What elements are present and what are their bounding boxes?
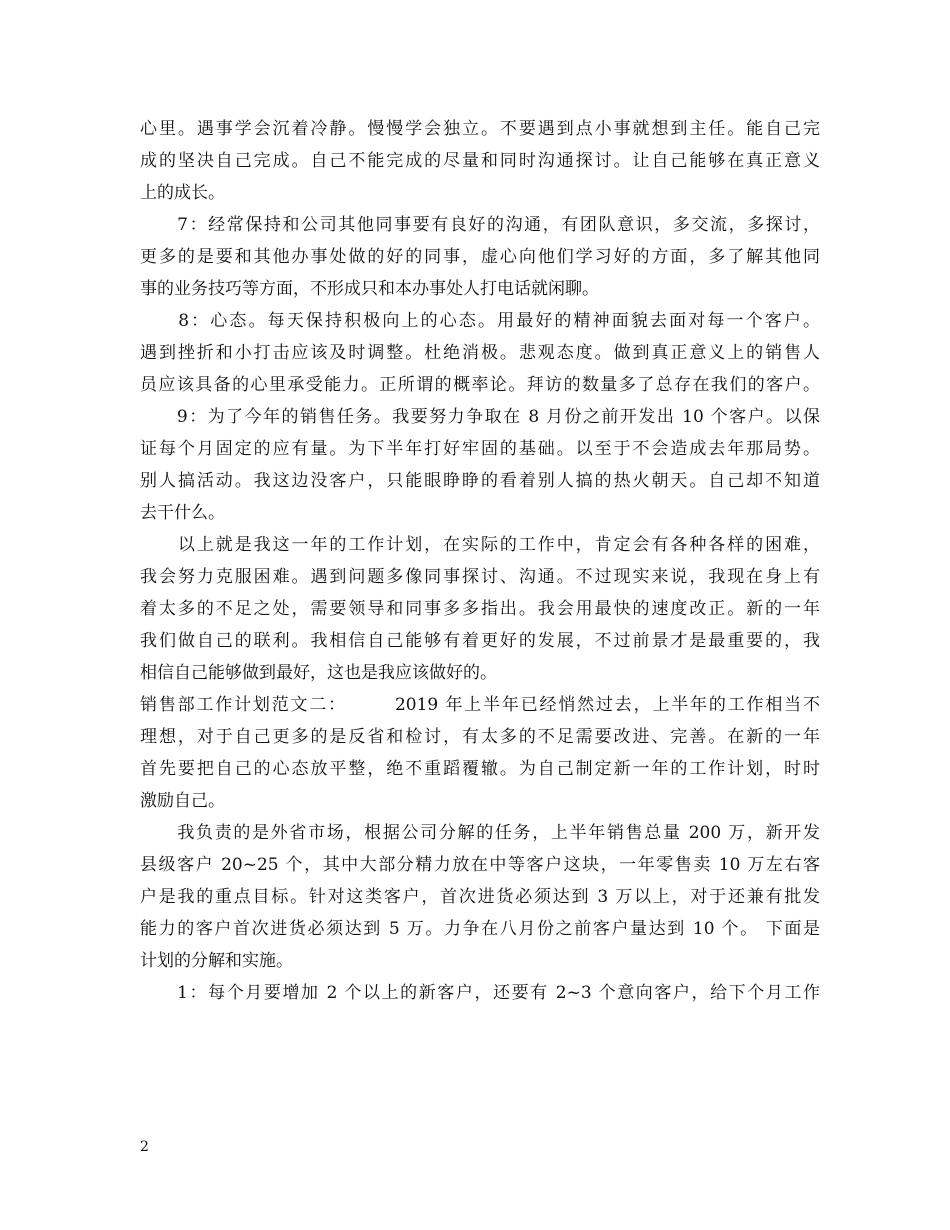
- text-line: 计划的分解和实施。: [140, 951, 293, 971]
- text-line: 心里。遇事学会沉着冷静。慢慢学会独立。不要遇到点小事就想到主任。能自己完: [140, 119, 820, 139]
- text-line: 事的业务技巧等方面，不形成只和本办事处人打电话就闲聊。: [140, 279, 599, 299]
- text-line: 9：为了今年的销售任务。我要努力争取在 8 月份之前开发出 10 个客户。以保: [140, 407, 820, 427]
- text-line: 激励自己。: [140, 791, 225, 811]
- text-line: 我会努力克服困难。遇到问题多像同事探讨、沟通。不过现实来说，我现在身上有: [140, 567, 820, 587]
- text-line: 去干什么。: [140, 503, 225, 523]
- text-line: 能力的客户首次进货必须达到 5 万。力争在八月份之前客户量达到 10 个。 下面是: [140, 919, 820, 939]
- text-line: 8：心态。每天保持积极向上的心态。用最好的精神面貌去面对每一个客户。: [140, 311, 820, 331]
- text-line: 成的坚决自己完成。自己不能完成的尽量和同时沟通探讨。让自己能够在真正意义: [140, 151, 820, 171]
- text-line: 相信自己能够做到最好，这也是我应该做好的。: [140, 663, 497, 683]
- text-line: 上的成长。: [140, 183, 225, 203]
- text-line: 员应该具备的心里承受能力。正所谓的概率论。拜访的数量多了总存在我们的客户。: [140, 375, 820, 395]
- text-line: 户是我的重点目标。针对这类客户，首次进货必须达到 3 万以上，对于还兼有批发: [140, 887, 820, 907]
- text-line: 销售部工作计划范文二： 2019 年上半年已经悄然过去，上半年的工作相当不: [140, 695, 820, 715]
- text-line: 证每个月固定的应有量。为下半年打好牢固的基础。以至于不会造成去年那局势。: [140, 439, 820, 459]
- text-line: 1：每个月要增加 2 个以上的新客户，还要有 2~3 个意向客户，给下个月工作: [140, 983, 820, 1003]
- text-line: 理想，对于自己更多的是反省和检讨，有太多的不足需要改进、完善。在新的一年: [140, 727, 820, 747]
- text-line: 遇到挫折和小打击应该及时调整。杜绝消极。悲观态度。做到真正意义上的销售人: [140, 343, 820, 363]
- text-line: 着太多的不足之处，需要领导和同事多多指出。我会用最快的速度改正。新的一年: [140, 599, 820, 619]
- text-line: 我负责的是外省市场，根据公司分解的任务，上半年销售总量 200 万，新开发: [140, 823, 820, 843]
- text-line: 以上就是我这一年的工作计划，在实际的工作中，肯定会有各种各样的困难，: [140, 535, 820, 555]
- page-number: 2: [140, 1139, 149, 1155]
- text-line: 更多的是要和其他办事处做的好的同事，虚心向他们学习好的方面，多了解其他同: [140, 247, 820, 267]
- text-line: 别人搞活动。我这边没客户，只能眼睁睁的看着别人搞的热火朝天。自己却不知道: [140, 471, 820, 491]
- text-line: 首先要把自己的心态放平整，绝不重蹈覆辙。为自己制定新一年的工作计划，时时: [140, 759, 820, 779]
- text-line: 我们做自己的联利。我相信自己能够有着更好的发展，不过前景才是最重要的，我: [140, 631, 820, 651]
- text-line: 县级客户 20~25 个，其中大部分精力放在中等客户这块，一年零售卖 10 万左右客: [140, 855, 820, 875]
- text-line: 7：经常保持和公司其他同事要有良好的沟通，有团队意识，多交流，多探讨，: [140, 215, 820, 235]
